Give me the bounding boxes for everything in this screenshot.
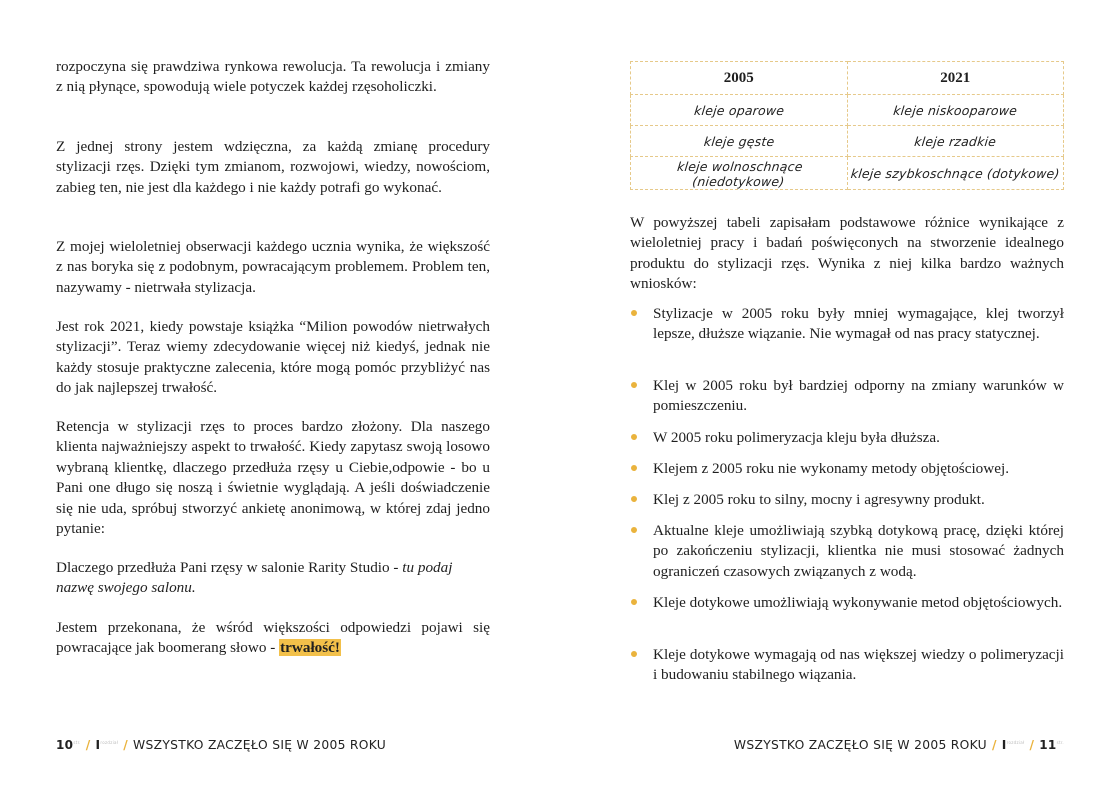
chapter-title: WSZYSTKO ZACZĘŁO SIĘ W 2005 ROKU — [133, 738, 387, 752]
list-item — [630, 521, 1064, 582]
left-page — [56, 0, 490, 794]
list-item-text: Klej w 2005 roku był bardziej odporny na zmiany warunków w pomieszczeniu. — [653, 377, 1064, 415]
table-header: 2021 — [847, 62, 1064, 95]
paragraph: Z jednej strony jestem wdzięczna, za każdą zmianę procedury stylizacji rzęs. Dzięki tym zmianom, rozwojowi, wiedzy, nowościom, zabieg ten, nie jest dla każdego i nie każdy potrafi go wykonać. — [56, 138, 490, 196]
paragraph: Retencja w stylizacji rzęs to proces bardzo złożony. Dla naszego klienta najważniejszy aspekt to trwałość. Kiedy zapytasz swoją losowo wybraną klientkę, dlaczego przedłuża rzęsy u Ciebie,odpowie - bo u Pani one długo się noszą i świetnie wyglądają. A jeśli doświadczenie się nie uda, spróbuj stworzyć ankietę anonimową, w której zdaj jedno pytanie: — [56, 418, 490, 538]
chapter-title: WSZYSTKO ZACZĘŁO SIĘ W 2005 ROKU — [733, 738, 987, 752]
table-header: 2005 — [631, 62, 848, 95]
table-cell: kleje niskooparowe — [845, 95, 1065, 126]
table-cell: kleje rzadkie — [845, 126, 1065, 157]
bullet-icon — [631, 465, 637, 471]
bullet-icon — [631, 599, 637, 605]
bullet-icon — [631, 527, 637, 533]
comparison-table — [630, 61, 1064, 190]
table-cell: kleje oparowe — [629, 95, 849, 126]
list-item — [630, 459, 1064, 479]
table-row — [631, 95, 1064, 126]
list-item — [630, 376, 1064, 417]
list-item-text: Kleje dotykowe umożliwiają wykonywanie metod objętościowych. — [653, 594, 1063, 611]
list-item — [630, 593, 1064, 613]
list-item-text: Aktualne kleje umożliwiają szybką dotykową pracę, dzięki której po zakończeniu stylizacji, klientka nie musi stosować żadnych ograniczeń czasowych związanych z wodą. — [653, 522, 1064, 580]
separator: / — [123, 738, 129, 752]
page-number: 11 — [1039, 738, 1057, 752]
chapter-number: I — [1001, 738, 1007, 752]
list-item-text: Kleje dotykowe wymagają od nas większej wiedzy o polimeryzacji i budowaniu stabilnego wiązania. — [653, 646, 1064, 684]
bullet-icon — [631, 310, 637, 316]
table-header-row — [631, 62, 1064, 95]
paragraph: rozpoczyna się prawdziwa rynkowa rewolucja. Ta rewolucja i zmiany z nią płynące, spowodują wiele potyczek każdej rzęsoholiczki. — [56, 58, 490, 96]
table-row — [631, 126, 1064, 157]
paragraph: Z mojej wieloletniej obserwacji każdego ucznia wynika, że większość z nas boryka się z podobnym, powracającym problemem. Problem ten, nazywamy - nietrwała stylizacja. — [56, 238, 490, 296]
list-item-text: W 2005 roku polimeryzacja kleju była dłuższa. — [653, 429, 940, 446]
final-text: Jestem przekonana, że wśród większości odpowiedzi pojawi się powracające jak boomerang słowo - — [56, 619, 490, 657]
separator: / — [1029, 738, 1035, 752]
bullet-icon — [631, 651, 637, 657]
right-page — [630, 0, 1064, 794]
list-item-text: Stylizacje w 2005 roku były mniej wymagające, klej tworzył lepsze, dłuższe wiązanie. Nie wymagał od nas pracy statycznej. — [653, 305, 1064, 343]
right-footer — [734, 738, 1064, 752]
list-item — [630, 304, 1064, 345]
table-row — [631, 157, 1064, 190]
question-text: Dlaczego przedłuża Pani rzęsy w salonie Rarity Studio - — [56, 559, 403, 576]
table-cell: kleje szybkoschnące (dotykowe) — [845, 157, 1065, 190]
left-footer — [56, 738, 386, 752]
bullet-icon — [631, 434, 637, 440]
chapter-label: rozdział — [100, 739, 119, 745]
page-number: 10 — [56, 738, 74, 752]
intro-paragraph: W powyższej tabeli zapisałam podstawowe różnice wynikające z wieloletniej pracy i badań poświęconych na stworzenie idealnego produktu do stylizacji rzęs. Wynika z niej kilka bardzo ważnych wniosków: — [630, 214, 1064, 293]
separator: / — [85, 738, 91, 752]
list-item — [630, 645, 1064, 686]
page-label: str. — [1056, 739, 1064, 745]
bullet-icon — [631, 496, 637, 502]
list-item — [630, 428, 1064, 448]
separator: / — [991, 738, 997, 752]
question-note: tu podaj nazwę swojego salonu. — [56, 559, 453, 597]
chapter-label: rozdział — [1006, 739, 1025, 745]
bullet-icon — [631, 382, 637, 388]
table-cell: kleje wolnoschnące (niedotykowe) — [629, 157, 849, 190]
list-item — [630, 490, 1064, 510]
final-paragraph — [56, 618, 490, 659]
list-item-text: Klejem z 2005 roku nie wykonamy metody objętościowej. — [653, 460, 1009, 477]
chapter-number: I — [95, 738, 101, 752]
table-cell: kleje gęste — [629, 126, 849, 157]
highlighted-word: trwałość! — [280, 639, 340, 657]
paragraph: Jest rok 2021, kiedy powstaje książka “Milion powodów nietrwałych stylizacji”. Teraz wiemy zdecydowanie więcej niż kiedyś, jednak nie każdy stosuje praktyczne zalecenia, które mogą pomóc przybliżyć nas do jak najlepszej trwałość. — [56, 318, 490, 397]
page-label: str. — [73, 739, 81, 745]
question-paragraph — [56, 558, 490, 599]
list-item-text: Klej z 2005 roku to silny, mocny i agresywny produkt. — [653, 491, 985, 508]
